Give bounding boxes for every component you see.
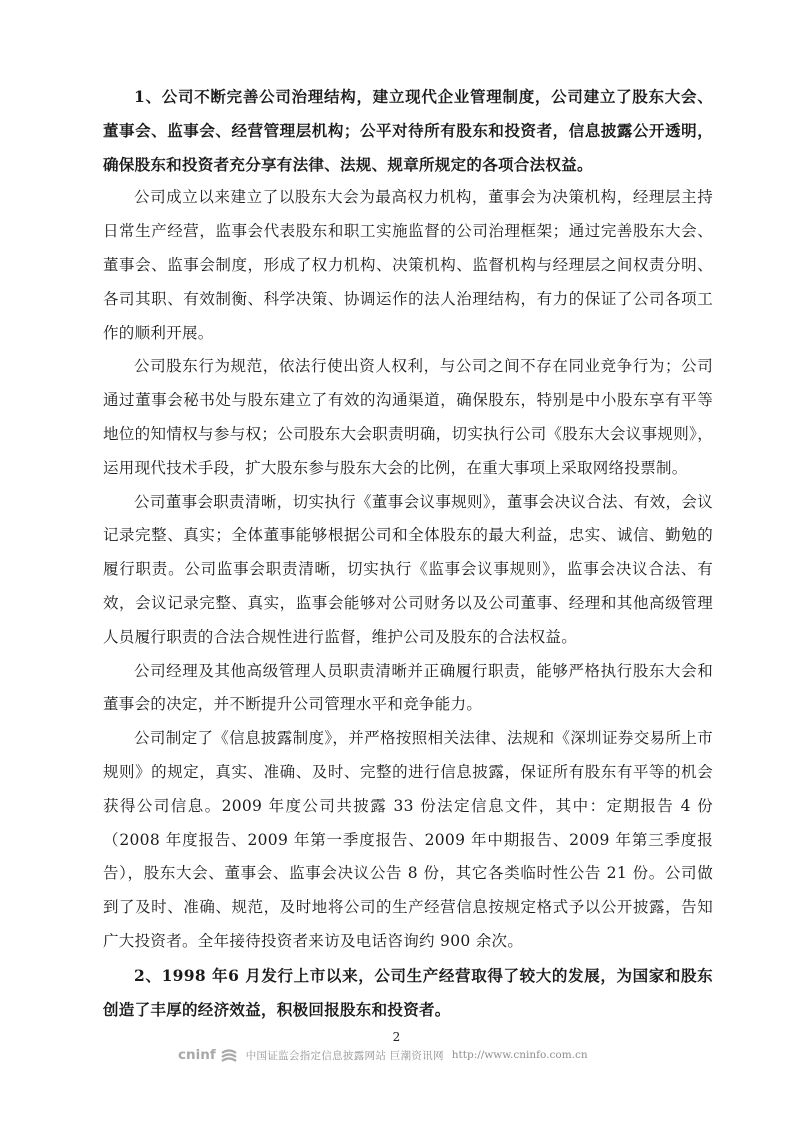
paragraph-7: 2、1998 年6 月发行上市以来，公司生产经营取得了较大的发展，为国家和股东创造了丰厚的经济效益，积极回报股东和投资者。 (103, 965, 713, 1019)
paragraph-2: 公司成立以来建立了以股东大会为最高权力机构，董事会为决策机构，经理层主持日常生产经营，监事会代表股东和职工实施监督的公司治理框架；通过完善股东大会、董事会、监事会制度，形成了权力机构、决策机构、监督机构与经理层之间权责分明、各司其职、有效制衡、科学决策、协调运作的法人治理结构，有力的保证了公司各项工作的顺利开展。 (103, 188, 713, 342)
document-body (103, 80, 713, 1026)
cninfo-logo-text: cninf (178, 1047, 216, 1063)
paragraph-6: 公司制定了《信息披露制度》，并严格按照相关法律、法规和《深圳证券交易所上市规则》的规定，真实、准确、及时、完整的进行信息披露，保证所有股东有平等的机会获得公司信息。2009 年度公司共披露 33 份法定信息文件，其中：定期报告 4 份（2008 年度报告、2009 年第一季度报告、2009 年中期报告、2009 年第三季度报告），股东大会、董事会、监事会决议公告 8 份，其它各类临时性公告 21 份。公司做到了及时、准确、规范，及时地将公司的生产经营信息按规定格式予以公开披露，告知广大投资者。全年接待投资者来访及电话咨询约 900 余次。 (103, 729, 713, 950)
paragraph-4: 公司董事会职责清晰，切实执行《董事会议事规则》，董事会决议合法、有效，会议记录完整、真实；全体董事能够根据公司和全体股东的最大利益，忠实、诚信、勤勉的履行职责。公司监事会职责清晰，切实执行《监事会议事规则》，监事会决议合法、有效，会议记录完整、真实，监事会能够对公司财务以及公司董事、经理和其他高级管理人员履行职责的合法合规性进行监督，维护公司及股东的合法权益。 (103, 492, 713, 646)
footer-site-name: 中国证监会指定信息披露网站 巨潮资讯网 (245, 1049, 444, 1062)
paragraph-1: 1、公司不断完善公司治理结构，建立现代企业管理制度，公司建立了股东大会、董事会、监事会、经营管理层机构；公平对待所有股东和投资者，信息披露公开透明，确保股东和投资者充分享有法律、法规、规章所规定的各项合法权益。 (103, 87, 713, 174)
paragraph-3: 公司股东行为规范，依法行使出资人权利，与公司之间不存在同业竞争行为；公司通过董事会秘书处与股东建立了有效的沟通渠道，确保股东，特别是中小股东享有平等地位的知情权与参与权；公司股东大会职责明确，切实执行公司《股东大会议事规则》，运用现代技术手段，扩大股东参与股东大会的比例，在重大事项上采取网络投票制。 (103, 357, 713, 477)
cninfo-logo-icon (220, 1048, 238, 1062)
page-number: 2 (392, 1030, 401, 1044)
paragraph-5: 公司经理及其他高级管理人员职责清晰并正确履行职责，能够严格执行股东大会和董事会的决定，并不断提升公司管理水平和竞争能力。 (103, 661, 713, 714)
footer-watermark (178, 1044, 588, 1066)
footer-url: http://www.cninfo.com.cn (451, 1049, 588, 1061)
